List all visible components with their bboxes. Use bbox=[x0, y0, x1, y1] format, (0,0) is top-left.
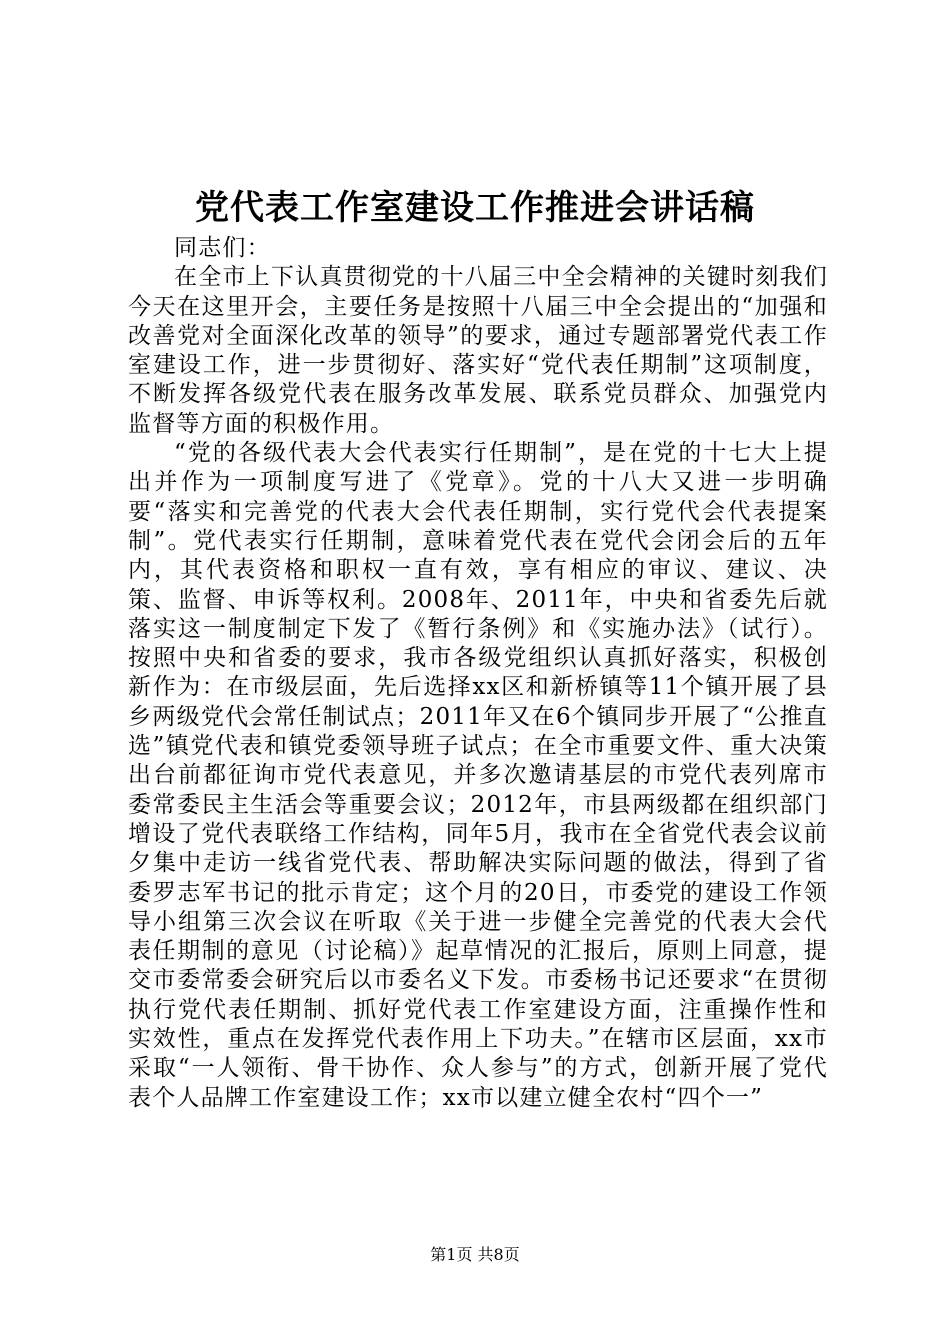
paragraph-2: “党的各级代表大会代表实行任期制”，是在党的十七大上提出并作为一项制度写进了《党章》。党的十八大又进一步明确要“落实和完善党的代表大会代表任期制，实行党代会代表提案制”。党代表实行任期制，意味着党代表在党代会闭会后的五年内，其代表资格和职权一直有效，享有相应的审议、建议、决策、监督、申诉等权利。2008年、2011年，中央和省委先后就落实这一制度制定下发了《暂行条例》和《实施办法》（试行）。按照中央和省委的要求，我市各级党组织认真抓好落实，积极创新作为：在市级层面，先后选择xx区和新桥镇等11个镇开展了县乡两级党代会常任制试点；2011年又在6个镇同步开展了“公推直选”镇党代表和镇党委领导班子试点；在全市重要文件、重大决策出台前都征询市党代表意见，并多次邀请基层的市党代表列席市委常委民主生活会等重要会议；2012年，市县两级都在组织部门增设了党代表联络工作结构，同年5月，我市在全省党代表会议前夕集中走访一线省党代表、帮助解决实际问题的做法，得到了省委罗志军书记的批示肯定；这个月的20日，市委党的建设工作领导小组第三次会议在听取《关于进一步健全完善党的代表大会代表任期制的意见（讨论稿）》起草情况的汇报后，原则上同意，提交市委常委会研究后以市委名义下发。市委杨书记还要求“在贯彻执行党代表任期制、抓好党代表工作室建设方面，注重操作性和实效性，重点在发挥党代表作用上下功夫。”在辖市区层面，xx市采取“一人领衔、骨干协作、众人参与”的方式，创新开展了党代表个人品牌工作室建设工作；xx市以建立健全农村“四个一” bbox=[128, 440, 828, 1111]
document-title: 党代表工作室建设工作推进会讲话稿 bbox=[195, 188, 755, 228]
paragraph-1: 在全市上下认真贯彻党的十八届三中全会精神的关键时刻我们今天在这里开会，主要任务是按照十八届三中全会提出的“加强和改善党对全面深化改革的领导”的要求，通过专题部署党代表工作室建设工作，进一步贯彻好、落实好“党代表任期制”这项制度，不断发挥各级党代表在服务改革发展、联系党员群众、加强党内监督等方面的积极作用。 bbox=[128, 264, 828, 437]
document-body bbox=[128, 234, 828, 1113]
salutation: 同志们： bbox=[174, 235, 271, 261]
page-indicator: 第1页 共8页 bbox=[430, 1245, 520, 1264]
